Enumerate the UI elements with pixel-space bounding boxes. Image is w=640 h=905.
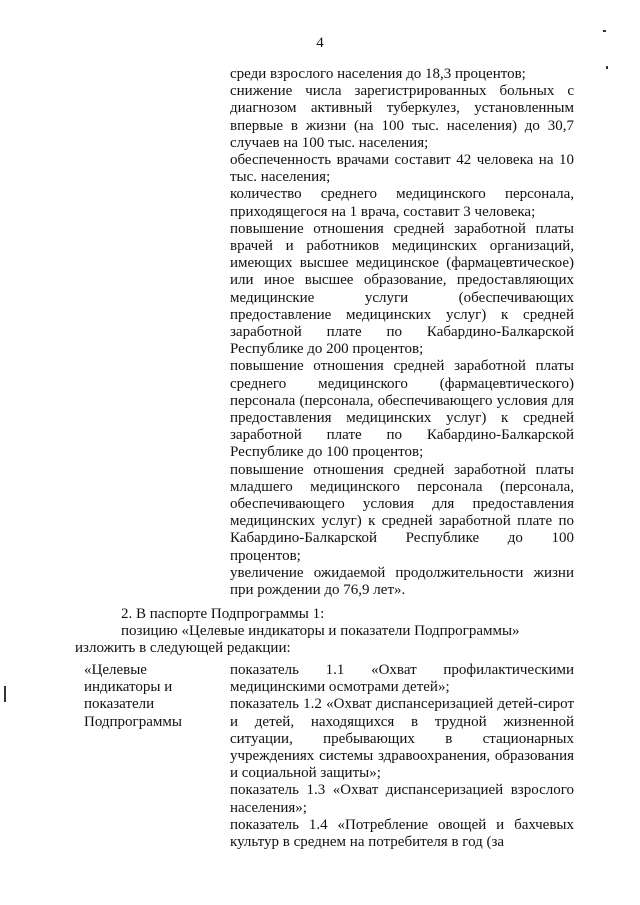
indicator-item: обеспеченность врачами составит 42 человека на 10 тыс. населения; xyxy=(230,152,574,186)
indicator-item: повышение отношения средней заработной платы врачей и работников медицинских организаций, имеющих высшее медицинское (фармацевтическое) или иное высшее образование, предоставляющих медицинские услуги (обеспечивающих предоставление медицинских услуг) к средней заработной плате по Кабардино-Балкарской Республике до 200 процентов; xyxy=(230,220,574,358)
indicator-item: увеличение ожидаемой продолжительности жизни при рождении до 76,9 лет». xyxy=(230,564,574,599)
instruction-line: позицию «Целевые индикаторы и показатели Подпрограммы» xyxy=(121,623,520,640)
instruction-line: изложить в следующей редакции: xyxy=(75,640,291,657)
indicators-continued-column xyxy=(230,66,574,599)
table-value-column xyxy=(230,662,574,851)
table-indicator-item: показатель 1.1 «Охват профилактическими медицинскими осмотрами детей»; xyxy=(230,662,574,696)
table-indicator-item: показатель 1.4 «Потребление овощей и бахчевых культур в среднем на потребителя в год (за xyxy=(230,816,574,851)
section-amendment xyxy=(75,606,587,658)
indicator-item: повышение отношения средней заработной платы младшего медицинского персонала (персонала, обеспечивающего условия для предоставления медицинских услуг) к средней заработной плате по Кабардино-Балкарской Республике до 100 процентов; xyxy=(230,461,574,564)
page-number: 4 xyxy=(316,35,324,51)
table-label-line: «Целевые xyxy=(84,662,147,678)
table-indicator-item: показатель 1.2 «Охват диспансеризацией детей-сирот и детей, находящихся в трудной жизненной ситуации, пребывающих в стационарных учреждениях системы здравоохранения, образования и социальной защиты»; xyxy=(230,696,574,782)
scan-speck xyxy=(4,686,6,702)
table-label-line: показатели xyxy=(84,696,155,713)
table-label-line: индикаторы и xyxy=(84,679,173,696)
scan-speck xyxy=(606,66,608,69)
indicator-item: количество среднего медицинского персонала, приходящегося на 1 врача, составит 3 человека; xyxy=(230,186,574,220)
table-label-line: Подпрограммы xyxy=(84,713,182,730)
table-indicator-item: показатель 1.3 «Охват диспансеризацией взрослого населения»; xyxy=(230,782,574,816)
scan-speck xyxy=(603,30,606,32)
section-heading: 2. В паспорте Подпрограммы 1: xyxy=(121,606,325,622)
table-label-column xyxy=(84,662,214,731)
indicator-item: среди взрослого населения до 18,3 процентов; xyxy=(230,66,526,82)
indicator-item: повышение отношения средней заработной платы среднего медицинского (фармацевтического) персонала (персонала, обеспечивающего условия для предоставления медицинских услуг) к средней заработной плате по Кабардино-Балкарской Республике до 100 процентов; xyxy=(230,358,574,461)
indicator-item: снижение числа зарегистрированных больных с диагнозом активный туберкулез, установленным впервые в жизни (на 100 тыс. населения) до 30,7 случаев на 100 тыс. населения; xyxy=(230,83,574,151)
